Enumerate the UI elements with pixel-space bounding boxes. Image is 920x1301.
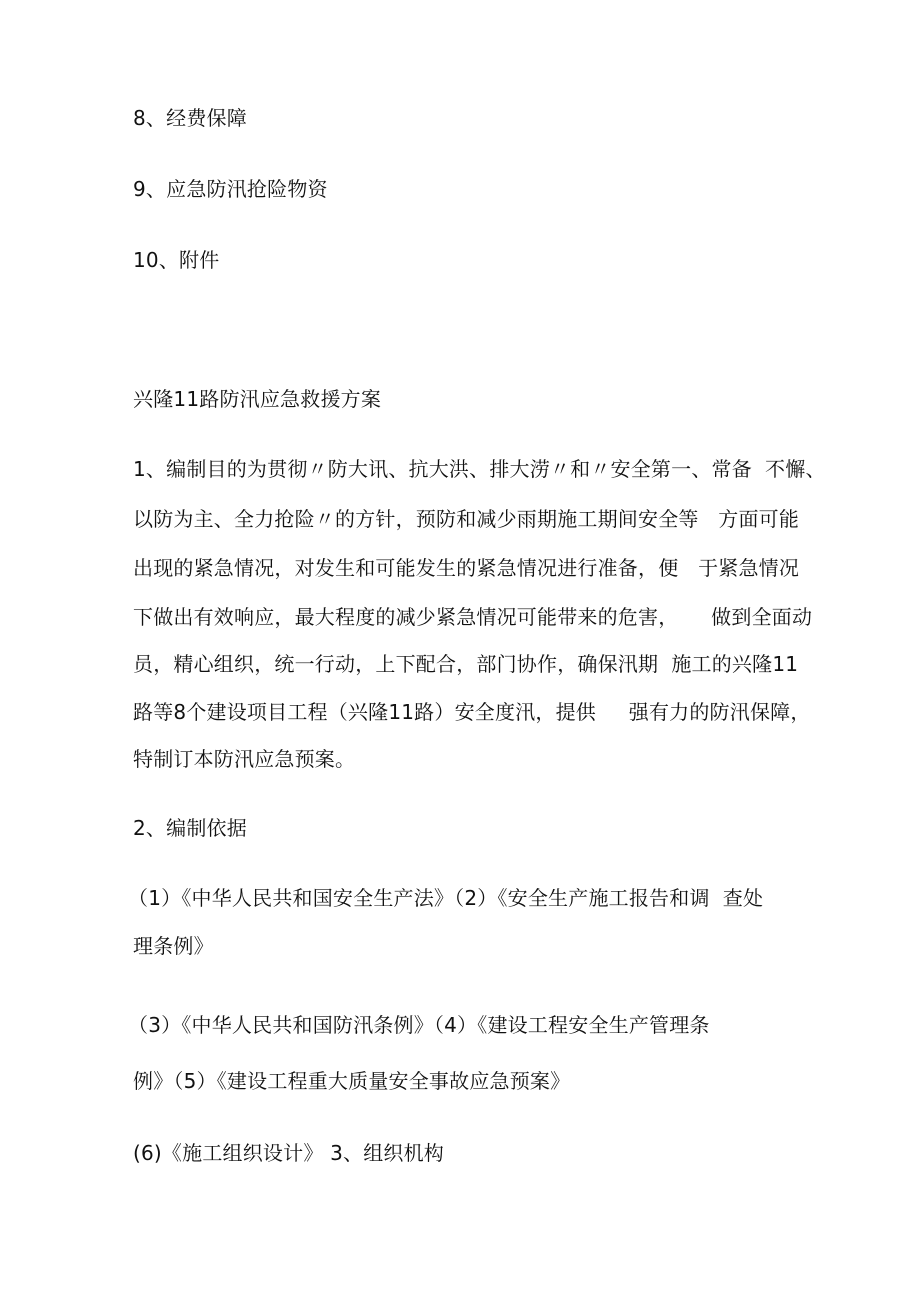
reference-line: （3）《中华人民共和国防汛条例》（4）《建设工程安全生产管理条 — [128, 1013, 710, 1037]
section1-line: 以防为主、全力抢险〃的方针，预防和减少雨期施工期间安全等 方面可能 — [133, 507, 800, 531]
reference-line: (6)《施工组织设计》 3、组织机构 — [133, 1141, 445, 1165]
reference-line: （1）《中华人民共和国安全生产法》（2）《安全生产施工报告和调 查处 — [128, 886, 764, 910]
toc-item-8: 8、经费保障 — [133, 106, 247, 130]
section2-heading: 2、编制依据 — [133, 816, 247, 840]
section1-line: 1、编制目的为贯彻〃防大讯、抗大洪、排大涝〃和〃安全第一、常备 不懈、 — [133, 457, 826, 481]
section1-line: 出现的紧急情况，对发生和可能发生的紧急情况进行准备，便 于紧急情况 — [133, 556, 800, 580]
toc-item-10: 10、附件 — [133, 248, 220, 272]
reference-line: 理条例》 — [133, 934, 214, 958]
section1-line: 特制订本防汛应急预案。 — [133, 747, 356, 771]
section1-line: 路等8个建设项目工程（兴隆11路）安全度汛，提供 强有力的防汛保障， — [133, 700, 811, 724]
section1-line: 员，精心组织，统一行动，上下配合，部门协作，确保汛期 施工的兴隆11 — [133, 652, 799, 676]
document-title: 兴隆11路防汛应急救援方案 — [133, 387, 382, 411]
section1-line: 下做出有效响应，最大程度的减少紧急情况可能带来的危害， 做到全面动 — [133, 605, 813, 629]
toc-item-9: 9、应急防汛抢险物资 — [133, 177, 328, 201]
reference-line: 例》（5）《建设工程重大质量安全事故应急预案》 — [133, 1069, 571, 1093]
